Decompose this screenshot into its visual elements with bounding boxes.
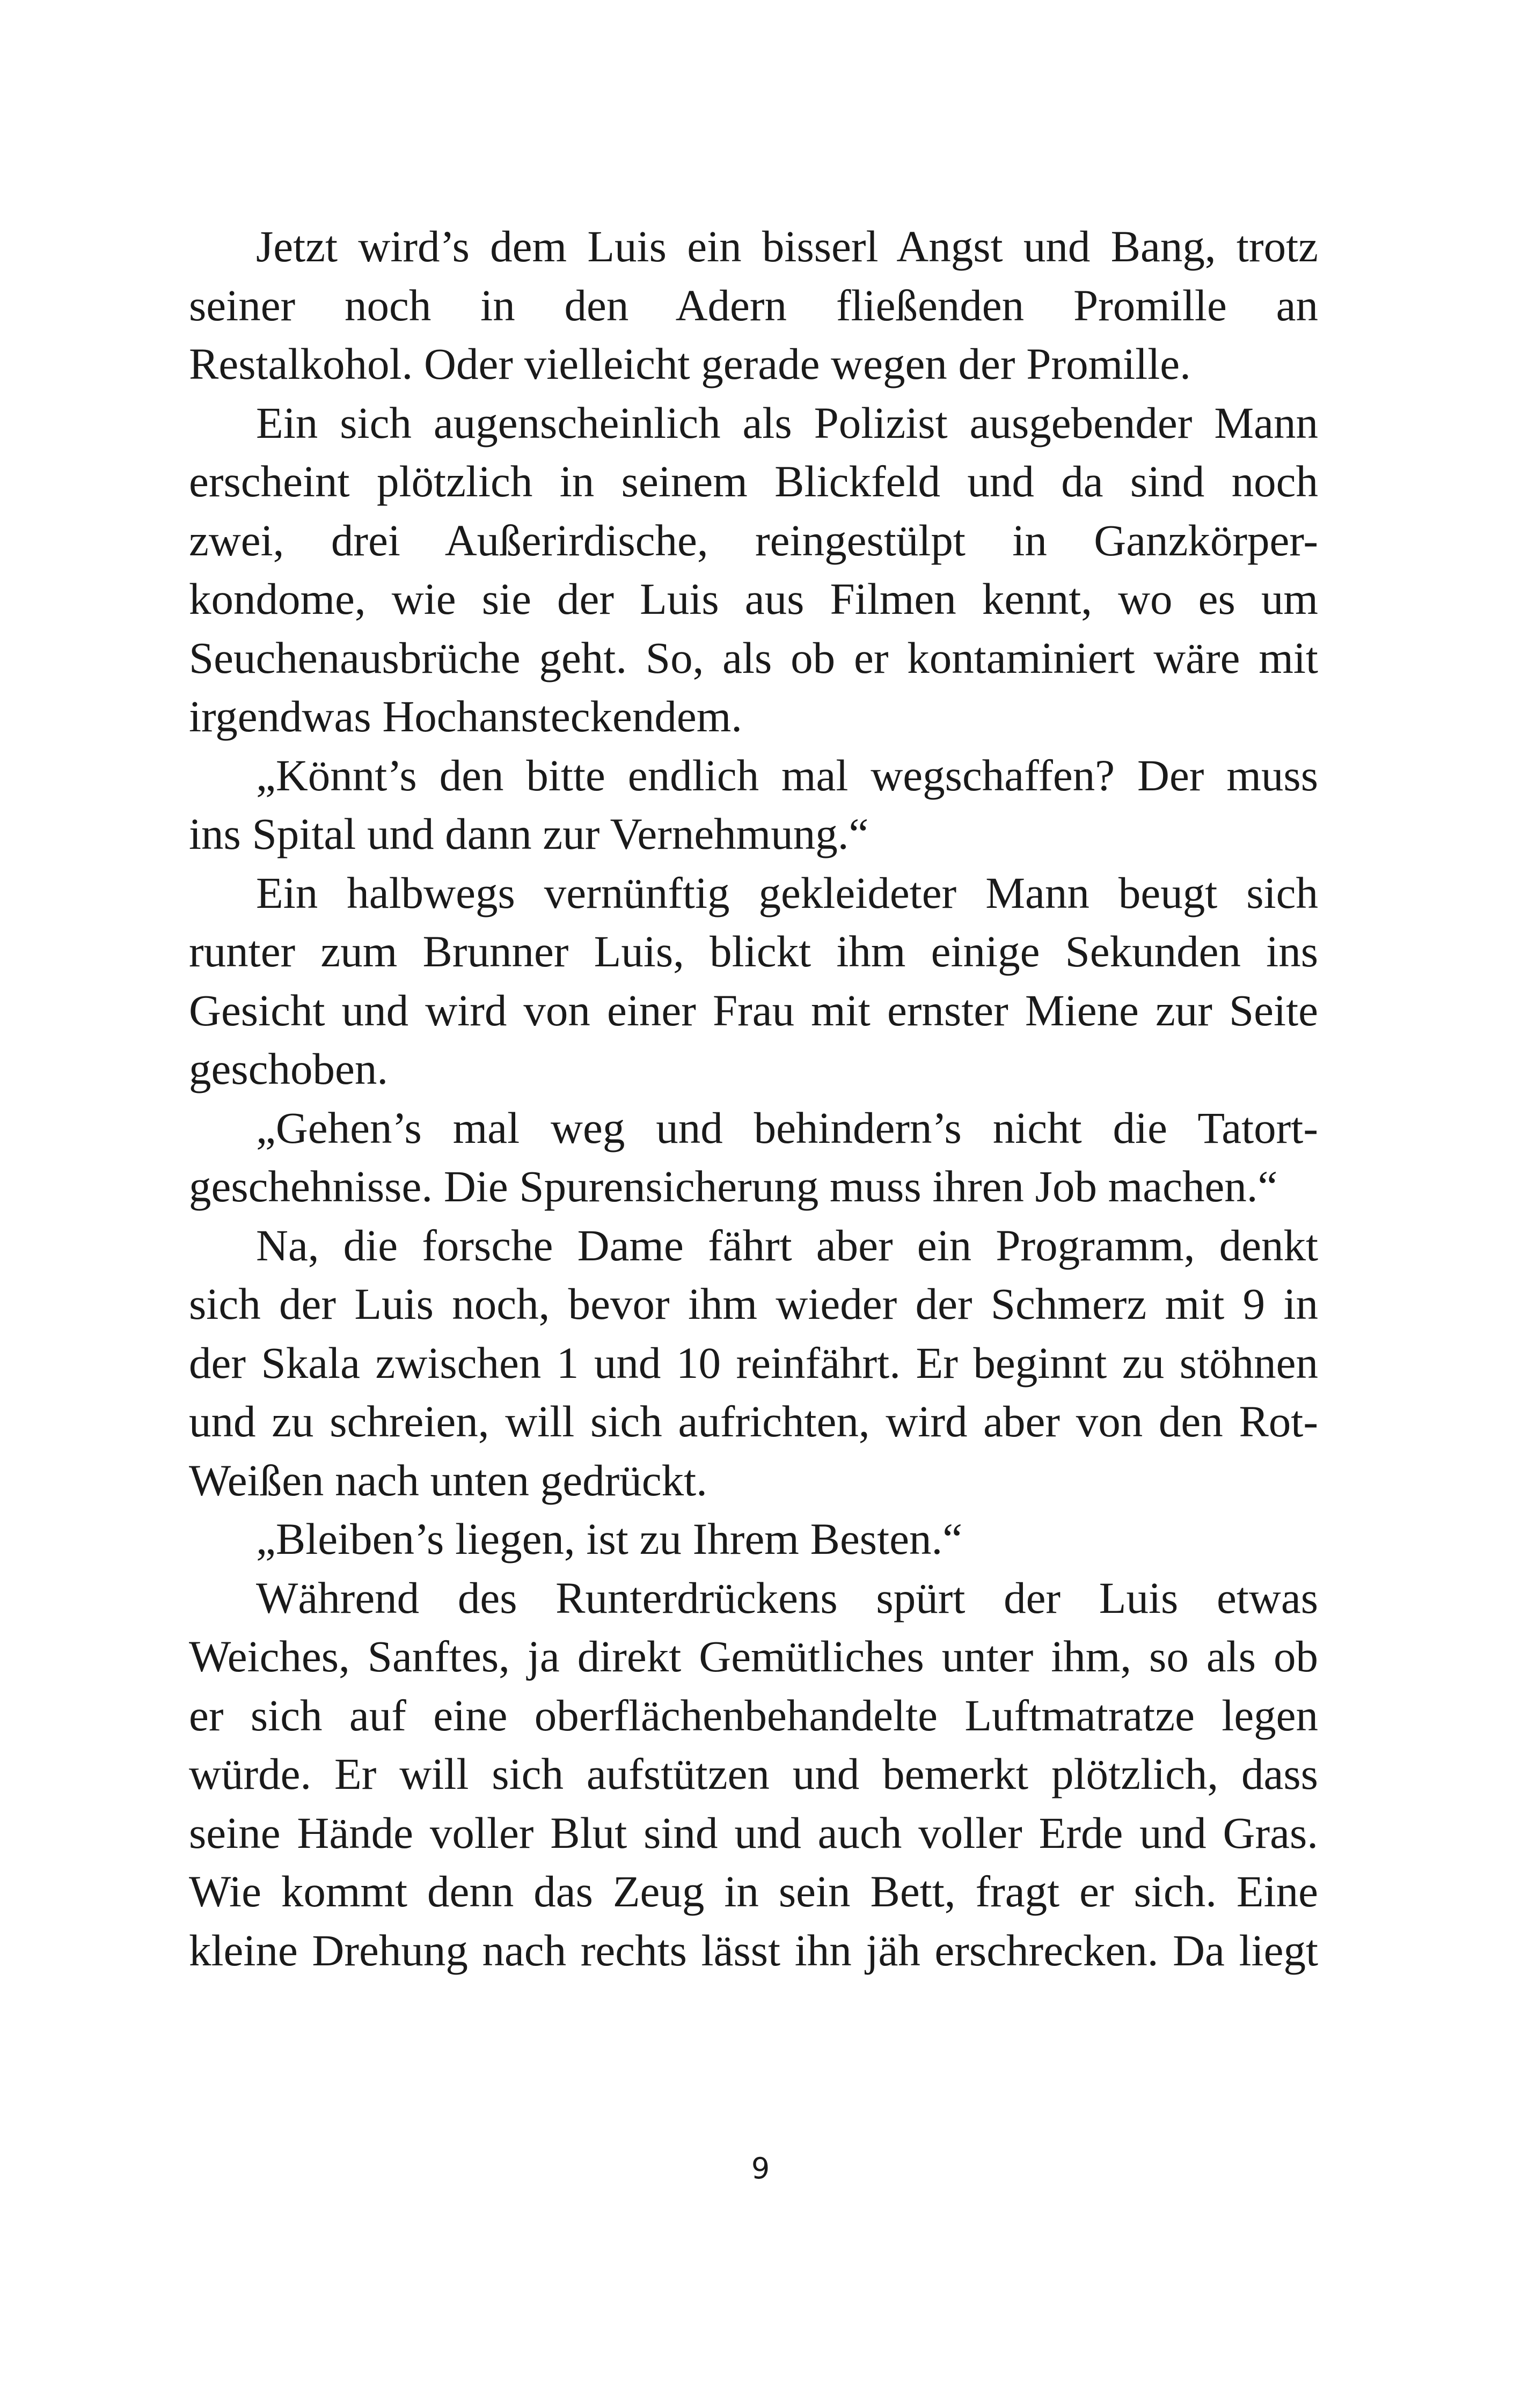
text-line: Seuchenausbrüche geht. So, als ob er kontaminiert wäre mit: [189, 633, 1318, 682]
paragraph: [189, 864, 1318, 1099]
text-line: sich der Luis noch, bevor ihm wieder der Schmerz mit 9 in: [189, 1279, 1318, 1328]
paragraph: [189, 746, 1318, 864]
body-text: [189, 217, 1318, 1980]
text-line: er sich auf eine oberflächenbehandelte Luftmatratze legen: [189, 1690, 1318, 1740]
text-line: Ein halbwegs vernünftig gekleideter Mann beugt sich: [256, 868, 1318, 917]
paragraph: [189, 1569, 1318, 1980]
text-line: „Gehen’s mal weg und behindern’s nicht die Tatort-: [256, 1103, 1318, 1152]
text-line: Ein sich augenscheinlich als Polizist ausgebender Mann: [256, 398, 1318, 447]
text-line: „Bleiben’s liegen, ist zu Ihrem Besten.“: [256, 1514, 963, 1563]
text-line: kondome, wie sie der Luis aus Filmen kennt, wo es um: [189, 574, 1318, 623]
text-line: ins Spital und dann zur Vernehmung.“: [189, 809, 869, 858]
text-line: kleine Drehung nach rechts lässt ihn jäh erschrecken. Da liegt: [189, 1925, 1318, 1975]
text-line: geschehnisse. Die Spurensicherung muss ihren Job machen.“: [189, 1162, 1278, 1211]
text-line: erscheint plötzlich in seinem Blickfeld und da sind noch: [189, 457, 1318, 506]
text-line: würde. Er will sich aufstützen und bemerkt plötzlich, dass: [189, 1749, 1318, 1798]
text-line: geschoben.: [189, 1044, 389, 1093]
text-line: seiner noch in den Adern fließenden Promille an: [189, 280, 1318, 330]
text-line: Wie kommt denn das Zeug in sein Bett, fragt er sich. Eine: [189, 1867, 1318, 1916]
text-line: Na, die forsche Dame fährt aber ein Programm, denkt: [256, 1220, 1318, 1270]
text-line: und zu schreien, will sich aufrichten, wird aber von den Rot-: [189, 1397, 1318, 1446]
text-line: Gesicht und wird von einer Frau mit ernster Miene zur Seite: [189, 985, 1318, 1035]
text-line: runter zum Brunner Luis, blickt ihm einige Sekunden ins: [189, 927, 1318, 976]
text-line: Weißen nach unten gedrückt.: [189, 1455, 707, 1505]
text-line: zwei, drei Außerirdische, reingestülpt in Ganzkörper-: [189, 515, 1318, 565]
text-line: Restalkohol. Oder vielleicht gerade wegen der Promille.: [189, 339, 1191, 388]
text-line: Während des Runterdrückens spürt der Luis etwas: [256, 1573, 1318, 1623]
paragraph: [189, 394, 1318, 746]
paragraph: [189, 1510, 1318, 1569]
paragraph: [189, 1099, 1318, 1216]
text-line: der Skala zwischen 1 und 10 reinfährt. Er beginnt zu stöhnen: [189, 1338, 1318, 1387]
paragraph: [189, 1216, 1318, 1510]
text-line: Jetzt wird’s dem Luis ein bisserl Angst und Bang, trotz: [256, 222, 1318, 271]
text-line: Weiches, Sanftes, ja direkt Gemütliches unter ihm, so als ob: [189, 1632, 1318, 1681]
text-line: seine Hände voller Blut sind und auch voller Erde und Gras.: [189, 1808, 1318, 1858]
page-number: 9: [751, 2152, 770, 2185]
paragraph: [189, 217, 1318, 394]
text-line: irgendwas Hochansteckendem.: [189, 692, 743, 741]
text-line: „Könnt’s den bitte endlich mal wegschaffen? Der muss: [256, 750, 1318, 800]
